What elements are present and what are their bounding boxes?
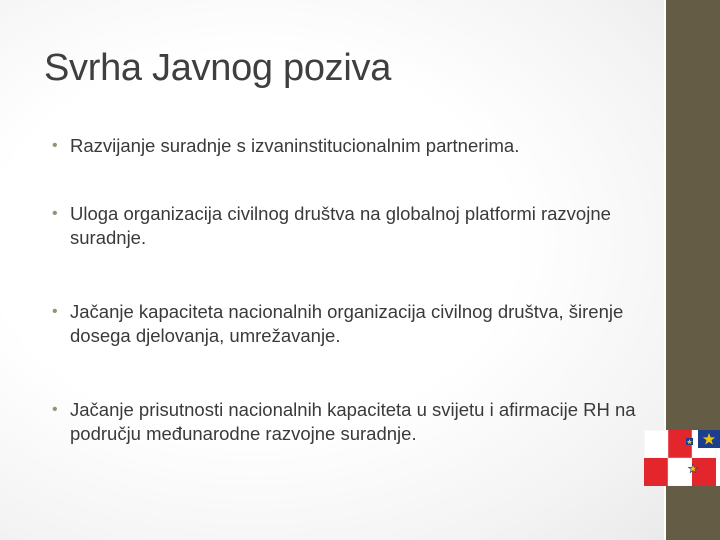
slide-title: Svrha Javnog poziva xyxy=(44,47,392,89)
bullet-text: Uloga organizacija civilnog društva na globalnoj platformi razvojne suradnje. xyxy=(70,203,611,248)
bullet-text: Jačanje prisutnosti nacionalnih kapaciteta u svijetu i afirmacije RH na području međunarodne razvojne suradnje. xyxy=(70,399,636,444)
bullet-dot: • xyxy=(52,303,58,320)
bullet-dot: • xyxy=(52,137,58,154)
bullet-item xyxy=(52,202,642,250)
bullet-item xyxy=(52,398,642,446)
bullet-text: Jačanje kapaciteta nacionalnih organizacija civilnog društva, širenje dosega djelovanja, umrežavanje. xyxy=(70,301,624,346)
checkerboard-stars-icon xyxy=(644,430,720,486)
croatia-eu-logo xyxy=(644,430,720,486)
bullet-item xyxy=(52,134,642,158)
bullet-text: Razvijanje suradnje s izvaninstitucionalnim partnerima. xyxy=(70,135,520,156)
bullet-dot: • xyxy=(52,205,58,222)
bullet-dot: • xyxy=(52,401,58,418)
bullet-item xyxy=(52,300,642,348)
